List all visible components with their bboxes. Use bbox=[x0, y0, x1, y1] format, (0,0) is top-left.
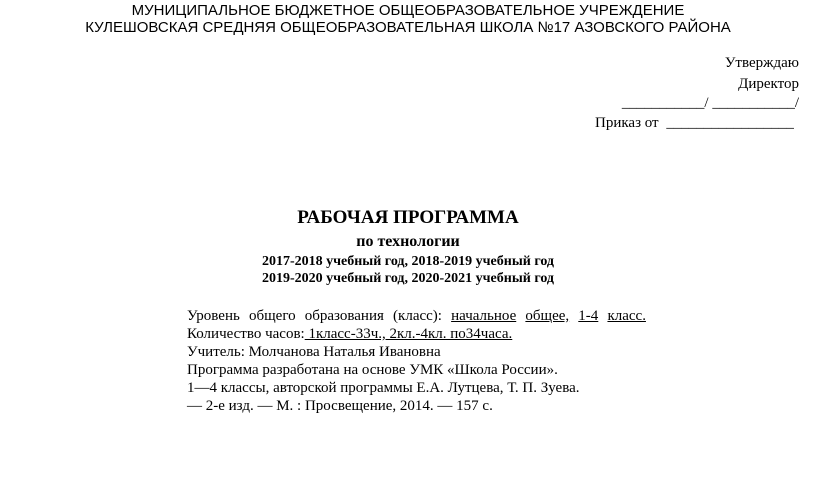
teacher-line: Учитель: Молчанова Наталья Ивановна bbox=[187, 344, 441, 360]
education-level-line bbox=[187, 308, 646, 325]
level-value-word: общее, bbox=[525, 308, 570, 324]
level-value-word: начальное bbox=[451, 308, 517, 324]
hours-line bbox=[187, 326, 512, 343]
document-subject: по технологии bbox=[356, 233, 460, 250]
level-word: Уровень bbox=[187, 308, 240, 324]
academic-years-2: 2019-2020 учебный год, 2020-2021 учебный год bbox=[261, 271, 555, 286]
program-line: Программа разработана на основе УМК «Школа России». bbox=[187, 362, 558, 378]
hours-value: 1класс-33ч., 2кл.-4кл. по34часа. bbox=[304, 326, 513, 342]
document-title: РАБОЧАЯ ПРОГРАММА bbox=[297, 207, 519, 228]
level-word: образования bbox=[304, 308, 384, 324]
order-line bbox=[595, 115, 794, 132]
academic-years-1: 2017-2018 учебный год, 2018-2019 учебный год bbox=[261, 254, 555, 269]
classes-line: 1—4 классы, авторской программы Е.А. Лутцева, Т. П. Зуева. bbox=[187, 380, 580, 396]
edition-line: — 2-е изд. — М. : Просвещение, 2014. — 157 с. bbox=[187, 398, 493, 414]
hours-label: Количество часов: bbox=[187, 326, 305, 342]
level-word: общего bbox=[248, 308, 296, 324]
approve-label: Утверждаю bbox=[724, 55, 799, 71]
level-word: (класс): bbox=[393, 308, 442, 324]
order-blank: _________________ bbox=[666, 115, 794, 131]
level-value-word: класс. bbox=[607, 308, 646, 324]
director-label: Директор bbox=[738, 76, 799, 92]
institution-line-2: КУЛЕШОВСКАЯ СРЕДНЯЯ ОБЩЕОБРАЗОВАТЕЛЬНАЯ ШКОЛА №17 АЗОВСКОГО РАЙОНА bbox=[85, 19, 731, 36]
level-value-word: 1-4 bbox=[578, 308, 599, 324]
order-label: Приказ от bbox=[595, 115, 659, 131]
signature-line: ___________/ ___________/ bbox=[621, 95, 799, 111]
institution-line-1: МУНИЦИПАЛЬНОЕ БЮДЖЕТНОЕ ОБЩЕОБРАЗОВАТЕЛЬНОЕ УЧРЕЖДЕНИЕ bbox=[131, 2, 685, 19]
